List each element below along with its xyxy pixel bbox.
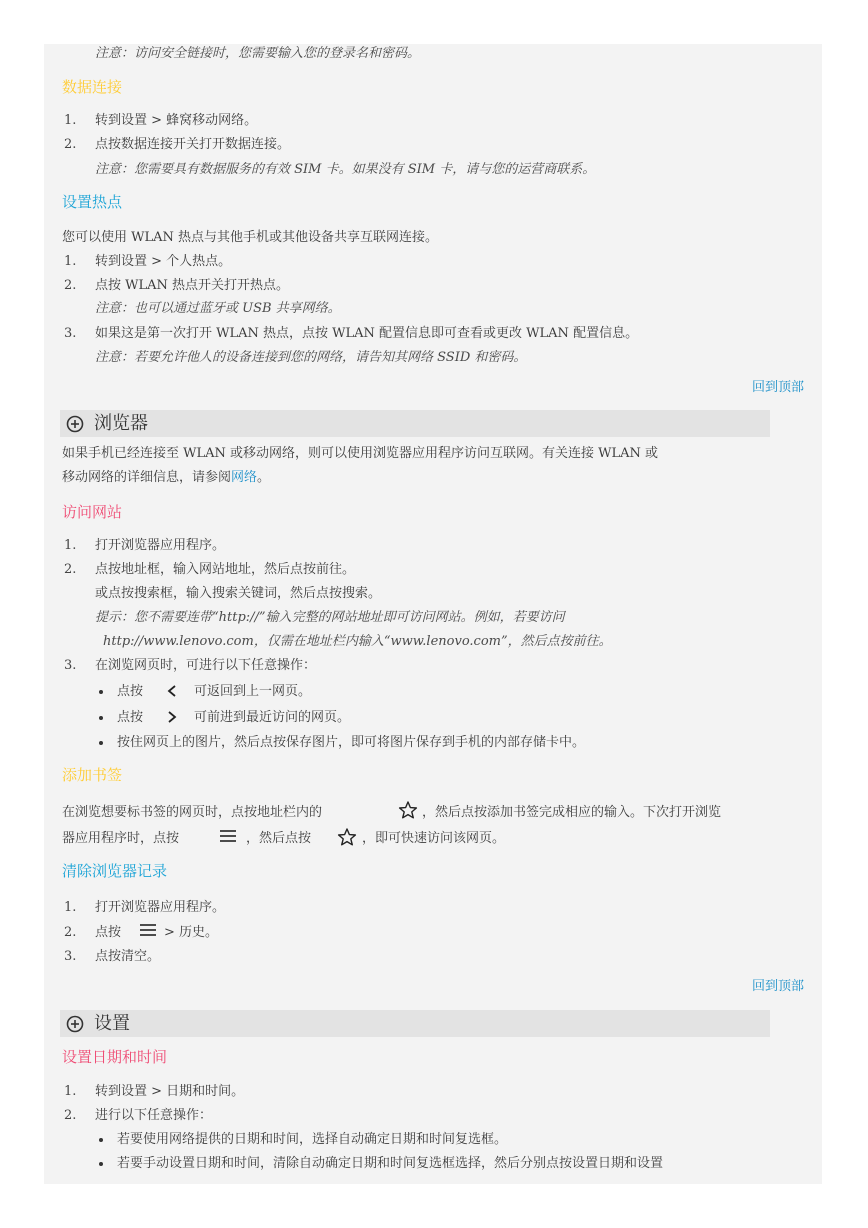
forward-chevron-icon: [165, 708, 179, 726]
bullet-forward: 点按: [117, 710, 144, 725]
bullet-save-image: 按住网页上的图片，然后点按保存图片，即可将图片保存到手机的内部存储卡中。: [117, 735, 586, 750]
data-step-1: 转到设置 > 蜂窝移动网络。: [95, 113, 258, 128]
clear-step-3: 点按清空。: [95, 949, 161, 964]
hotspot-intro: 您可以使用 WLAN 热点与其他手机或其他设备共享互联网连接。: [62, 230, 439, 245]
plus-circle-icon[interactable]: [66, 1015, 84, 1033]
clear-step-2-pre: 点按: [95, 925, 122, 940]
step-number: 1.: [64, 254, 77, 269]
bullet: [99, 741, 103, 745]
back-to-top-link[interactable]: 回到顶部: [751, 380, 804, 395]
back-chevron-icon: [165, 682, 179, 700]
bookmark-line2-mid: ，然后点按: [246, 831, 312, 846]
datetime-bullet-2: 若要手动设置日期和时间，清除自动确定日期和时间复选框选择，然后分别点按设置日期和设置: [117, 1156, 664, 1171]
clear-history-heading: 清除浏览器记录: [62, 862, 168, 880]
bookmark-line1-pre: 在浏览想要标书签的网页时，点按地址栏内的: [62, 805, 323, 820]
star-icon: [337, 827, 357, 847]
bullet: [99, 716, 103, 720]
step-number: 1.: [64, 1084, 77, 1099]
bullet-back: 点按: [117, 684, 144, 699]
step-number: 3.: [64, 326, 77, 341]
clear-step-2-post: > 历史。: [164, 925, 219, 940]
hotspot-step-3: 如果这是第一次打开 WLAN 热点，点按 WLAN 配置信息即可查看或更改 WLAN 配置信息。: [95, 326, 639, 341]
browser-intro-line2: 移动网络的详细信息，请参阅网络。: [62, 470, 271, 485]
hotspot-note-1: 注意：也可以通过蓝牙或 USB 共享网络。: [95, 301, 341, 316]
back-to-top-link[interactable]: 回到顶部: [751, 979, 804, 994]
data-note: 注意：您需要具有数据服务的有效 SIM 卡。如果没有 SIM 卡，请与您的运营商联系。: [95, 162, 596, 177]
browser-section-title: 浏览器: [94, 413, 148, 434]
secure-link-note: 注意：访问安全链接时，您需要输入您的登录名和密码。: [95, 46, 421, 61]
clear-step-1: 打开浏览器应用程序。: [95, 900, 226, 915]
datetime-step-2: 进行以下任意操作：: [95, 1108, 213, 1123]
bookmark-line2-post: ，即可快速访问该网页。: [362, 831, 506, 846]
step-number: 2.: [64, 925, 77, 940]
menu-icon: [219, 828, 237, 844]
bullet: [99, 1162, 103, 1166]
datetime-heading: 设置日期和时间: [62, 1048, 168, 1066]
visit-step-2-line2: 或点按搜索框，输入搜索关键词，然后点按搜索。: [95, 586, 382, 601]
hotspot-step-2: 点按 WLAN 热点开关打开热点。: [95, 278, 290, 293]
add-bookmark-heading: 添加书签: [62, 766, 123, 784]
bullet: [99, 1138, 103, 1142]
menu-icon: [139, 922, 157, 938]
visit-step-1: 打开浏览器应用程序。: [95, 538, 226, 553]
settings-section-title: 设置: [94, 1013, 130, 1034]
bullet-forward-text: 可前进到最近访问的网页。: [194, 710, 351, 725]
step-number: 2.: [64, 137, 77, 152]
step-number: 1.: [64, 113, 77, 128]
step-number: 2.: [64, 1108, 77, 1123]
hotspot-step-1: 转到设置 > 个人热点。: [95, 254, 232, 269]
settings-section-bar: [60, 1010, 770, 1037]
network-link[interactable]: 网络: [231, 470, 258, 485]
hotspot-note-2: 注意：若要允许他人的设备连接到您的网络，请告知其网络 SSID 和密码。: [95, 350, 527, 365]
data-step-2: 点按数据连接开关打开数据连接。: [95, 137, 291, 152]
bookmark-line1-post: ，然后点按添加书签完成相应的输入。下次打开浏览: [422, 805, 722, 820]
step-number: 3.: [64, 949, 77, 964]
browser-intro-line1: 如果手机已经连接至 WLAN 或移动网络，则可以使用浏览器应用程序访问互联网。有关连接 WLAN 或: [62, 446, 659, 461]
bullet-back-text: 可返回到上一网页。: [194, 684, 312, 699]
step-number: 2.: [64, 278, 77, 293]
hotspot-heading: 设置热点: [62, 193, 123, 211]
star-icon: [398, 800, 418, 820]
data-connection-heading: 数据连接: [62, 78, 123, 96]
document-page: [44, 44, 822, 1184]
datetime-bullet-1: 若要使用网络提供的日期和时间，选择自动确定日期和时间复选框。: [117, 1132, 508, 1147]
browser-section-bar: [60, 410, 770, 437]
step-number: 2.: [64, 562, 77, 577]
bookmark-line2-pre: 器应用程序时，点按: [62, 831, 180, 846]
step-number: 1.: [64, 900, 77, 915]
step-number: 1.: [64, 538, 77, 553]
bullet: [99, 690, 103, 694]
visit-step-2-line1: 点按地址框，输入网站地址，然后点按前往。: [95, 562, 356, 577]
plus-circle-icon[interactable]: [66, 415, 84, 433]
visit-tip-line2: http://www.lenovo.com，仅需在地址栏内输入“www.lenovo.com”，然后点按前往。: [103, 634, 612, 649]
step-number: 3.: [64, 658, 77, 673]
visit-step-3: 在浏览网页时，可进行以下任意操作：: [95, 658, 317, 673]
visit-website-heading: 访问网站: [62, 503, 123, 521]
datetime-step-1: 转到设置 > 日期和时间。: [95, 1084, 245, 1099]
visit-tip-line1: 提示：您不需要连带“http://”输入完整的网站地址即可访问网站。例如，若要访问: [95, 610, 565, 625]
